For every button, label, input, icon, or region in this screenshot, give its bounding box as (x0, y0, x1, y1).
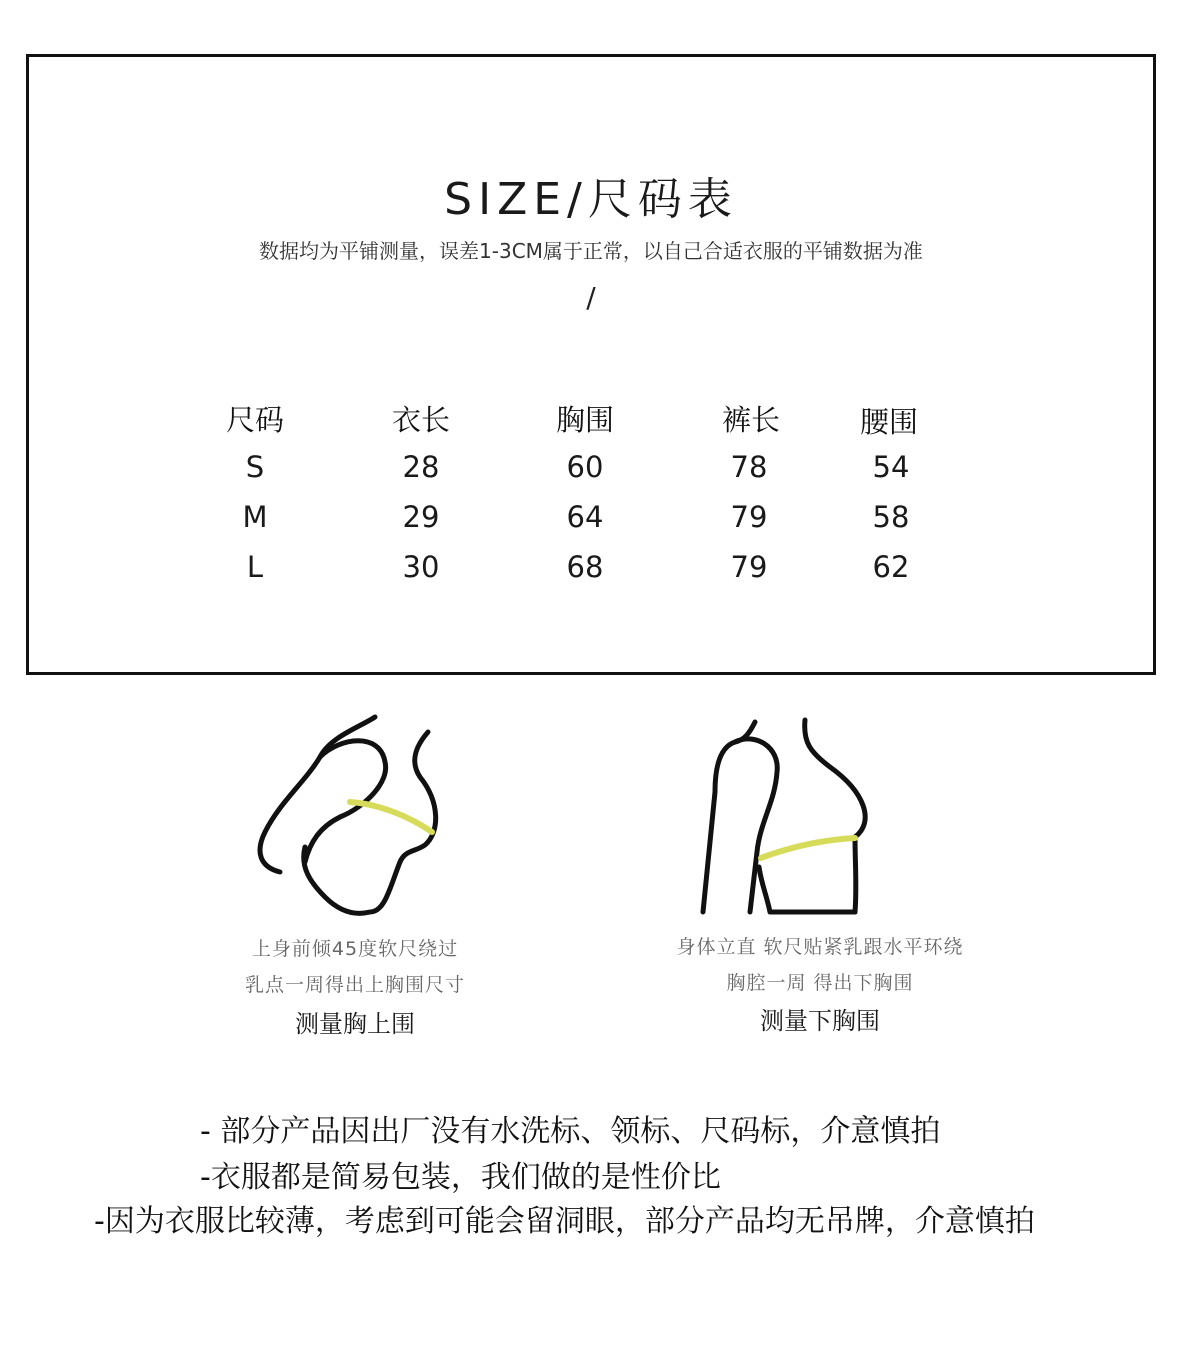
size-table (29, 392, 1153, 592)
note-item: - 部分产品因出厂没有水洗标、领标、尺码标，介意慎拍 (200, 1114, 941, 1149)
under-bust-illustration (695, 712, 885, 922)
note-item: -衣服都是简易包装，我们做的是性价比 (200, 1160, 721, 1195)
table-cell-size: S (245, 450, 265, 484)
column-header-size: 尺码 (225, 403, 284, 437)
column-header-length: 衣长 (391, 403, 450, 437)
upper-bust-instruction-line1: 上身前倾45度软尺绕过 (251, 938, 459, 960)
table-cell-size: M (242, 500, 268, 534)
divider-slash: / (586, 281, 596, 314)
under-bust-instruction-line1: 身体立直 软尺贴紧乳跟水平环绕 (676, 936, 964, 958)
table-cell-pants-length: 79 (730, 550, 768, 584)
table-cell-bust: 68 (566, 550, 604, 584)
table-cell-size: L (246, 550, 264, 584)
table-cell-waist: 62 (872, 550, 910, 584)
column-header-waist: 腰围 (859, 405, 918, 439)
measurement-note: 数据均为平铺测量，误差1-3CM属于正常，以自己合适衣服的平铺数据为准 (259, 239, 923, 263)
upper-bust-illustration (250, 712, 460, 922)
lower-measuring-tape (761, 838, 855, 858)
table-cell-waist: 54 (872, 450, 910, 484)
table-cell-length: 28 (402, 450, 440, 484)
table-cell-bust: 60 (566, 450, 604, 484)
column-header-bust: 胸围 (555, 403, 614, 437)
under-bust-label: 测量下胸围 (760, 1007, 880, 1035)
lower-figure-back-outline (703, 722, 755, 912)
upper-bust-instruction-line2: 乳点一周得出上胸围尺寸 (244, 974, 465, 996)
lower-figure-arm-outline (735, 739, 777, 912)
note-item: -因为衣服比较薄，考虑到可能会留洞眼，部分产品均无吊牌，介意慎拍 (94, 1204, 1035, 1239)
table-cell-waist: 58 (872, 500, 910, 534)
size-chart-box (26, 54, 1156, 675)
table-cell-bust: 64 (566, 500, 604, 534)
table-cell-pants-length: 78 (730, 450, 768, 484)
page-title: SIZE/尺码表 (444, 174, 738, 225)
table-cell-pants-length: 79 (730, 500, 768, 534)
lower-figure-torso-outline (759, 720, 865, 912)
table-cell-length: 30 (402, 550, 440, 584)
upper-bust-label: 测量胸上围 (295, 1010, 415, 1038)
table-cell-length: 29 (402, 500, 440, 534)
column-header-pants-length: 裤长 (721, 403, 780, 437)
under-bust-instruction-line2: 胸腔一周 得出下胸围 (726, 972, 914, 994)
